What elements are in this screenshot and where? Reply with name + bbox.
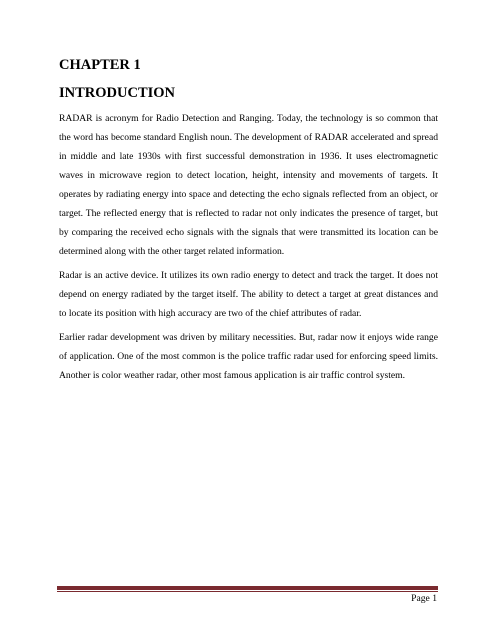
footer-divider-thin	[57, 591, 438, 592]
chapter-label: CHAPTER 1	[59, 57, 141, 73]
paragraph-3: Earlier radar development was driven by military necessities. But, radar now it enjoys wide range of application. One of the most common is the police traffic radar used for enforcing speed limits. Another is color weather radar, other most famous application is air traffic control system.	[59, 332, 438, 381]
paragraph-2: Radar is an active device. It utilizes its own radio energy to detect and track the target. It does not depend on energy radiated by the target itself. The ability to detect a target at great distances and to locate its position with high accuracy are two of the chief attributes of radar.	[59, 270, 438, 319]
paragraph-1: RADAR is acronym for Radio Detection and Ranging. Today, the technology is so common that the word has become standard English noun. The development of RADAR accelerated and spread in middle and late 1930s with first successful demonstration in 1936. It uses electromagnetic waves in microwave region to detect location, height, intensity and movements of targets. It operates by radiating energy into space and detecting the echo signals reflected from an object, or target. The reflected energy that is reflected to radar not only indicates the presence of target, but by comparing the received echo signals with the signals that were transmitted its location can be determined along with the other target related information.	[59, 113, 438, 257]
page-content	[59, 55, 438, 385]
footer-divider	[57, 586, 438, 590]
section-title: INTRODUCTION	[59, 85, 176, 101]
page-number: Page 1	[411, 593, 437, 604]
